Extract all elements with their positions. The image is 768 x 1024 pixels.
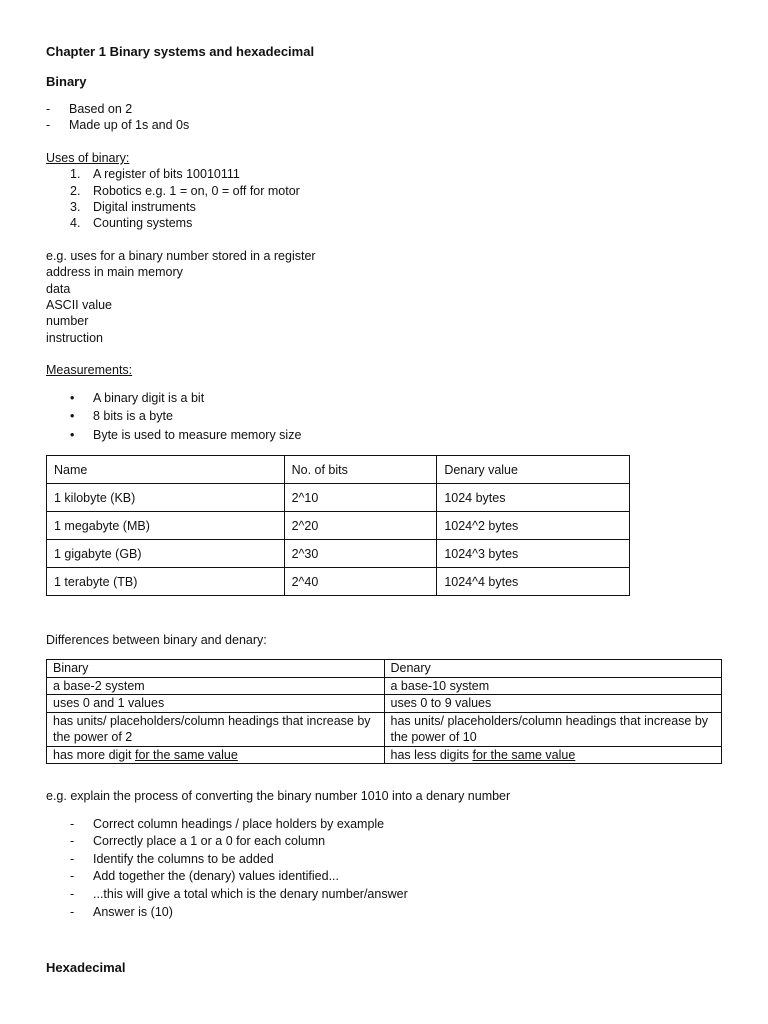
register-use: number: [46, 314, 89, 328]
dash-marker: -: [70, 834, 75, 848]
list-number: 4.: [70, 216, 81, 230]
table-header-cell: Name: [47, 456, 285, 484]
uses-item-text: Digital instruments: [93, 200, 196, 214]
table-cell: 1 megabyte (MB): [47, 512, 285, 540]
conversion-intro: e.g. explain the process of converting the binary number 1010 into a denary number: [46, 789, 511, 803]
conversion-step-text: ...this will give a total which is the denary number/answer: [93, 887, 408, 901]
conversion-step-text: Identify the columns to be added: [93, 852, 274, 866]
table-cell: has units/ placeholders/column headings that increase by the power of 10: [384, 712, 722, 746]
table-cell: uses 0 to 9 values: [384, 695, 722, 713]
measurement-point-text: 8 bits is a byte: [93, 409, 173, 423]
hexadecimal-heading: Hexadecimal: [46, 960, 126, 975]
bullet-marker: •: [70, 409, 75, 423]
table-row: [47, 568, 630, 596]
table-row: [47, 746, 722, 764]
underlined-text: for the same value: [134, 747, 238, 762]
table-cell: 1024^4 bytes: [437, 568, 630, 596]
table-cell: 2^10: [284, 484, 437, 512]
table-row: [47, 484, 630, 512]
table-row: [47, 512, 630, 540]
measurements-heading: Measurements:: [46, 363, 133, 377]
dash-marker: -: [70, 817, 75, 831]
register-intro: e.g. uses for a binary number stored in a register: [46, 249, 316, 263]
conversion-step-text: Answer is (10): [93, 905, 173, 919]
table-cell: 1 terabyte (TB): [47, 568, 285, 596]
conversion-step-text: Correctly place a 1 or a 0 for each column: [93, 834, 326, 848]
bullet-marker: •: [70, 428, 75, 442]
table-cell: 1024^2 bytes: [437, 512, 630, 540]
conversion-step-text: Correct column headings / place holders by example: [93, 817, 385, 831]
uses-item-text: Counting systems: [93, 216, 193, 230]
list-number: 1.: [70, 167, 81, 181]
list-number: 3.: [70, 200, 81, 214]
register-use: instruction: [46, 331, 103, 345]
register-use: data: [46, 282, 71, 296]
table-cell: 2^30: [284, 540, 437, 568]
table-cell: 1 kilobyte (KB): [47, 484, 285, 512]
table-header-row: [47, 660, 722, 678]
cell-text: has less digits: [390, 747, 473, 762]
cell-text: has more digit: [53, 747, 135, 762]
table-row: [47, 540, 630, 568]
register-use: ASCII value: [46, 298, 113, 312]
measurement-table: [46, 455, 630, 596]
table-header-cell: No. of bits: [284, 456, 437, 484]
dash-marker: -: [70, 905, 75, 919]
dash-marker: -: [70, 887, 75, 901]
table-cell: [47, 746, 385, 764]
table-cell: 1024^3 bytes: [437, 540, 630, 568]
table-header-cell: Denary value: [437, 456, 630, 484]
dash-marker: -: [70, 852, 75, 866]
conversion-step-text: Add together the (denary) values identified...: [93, 869, 339, 883]
table-row: [47, 695, 722, 713]
binary-point-text: Made up of 1s and 0s: [69, 118, 190, 132]
table-cell: [384, 746, 722, 764]
bullet-marker: •: [70, 391, 75, 405]
differences-heading: Differences between binary and denary:: [46, 633, 267, 647]
dash-marker: -: [46, 102, 51, 116]
list-number: 2.: [70, 184, 81, 198]
table-cell: a base-2 system: [47, 677, 385, 695]
differences-table: [46, 659, 722, 764]
table-row: [47, 712, 722, 746]
register-use: address in main memory: [46, 265, 183, 279]
table-cell: 1 gigabyte (GB): [47, 540, 285, 568]
underlined-text: for the same value: [472, 747, 576, 762]
binary-heading: Binary: [46, 74, 87, 89]
uses-heading: Uses of binary:: [46, 151, 130, 165]
binary-point-text: Based on 2: [69, 102, 133, 116]
measurement-point-text: A binary digit is a bit: [93, 391, 205, 405]
table-header-cell: Denary: [384, 660, 722, 678]
table-cell: uses 0 and 1 values: [47, 695, 385, 713]
table-row: [47, 677, 722, 695]
table-cell: 2^40: [284, 568, 437, 596]
table-cell: a base-10 system: [384, 677, 722, 695]
chapter-heading: Chapter 1 Binary systems and hexadecimal: [46, 44, 315, 59]
uses-item-text: A register of bits 10010111: [93, 167, 240, 181]
table-cell: 1024 bytes: [437, 484, 630, 512]
table-header-cell: Binary: [47, 660, 385, 678]
table-header-row: [47, 456, 630, 484]
measurement-point-text: Byte is used to measure memory size: [93, 428, 302, 442]
table-cell: 2^20: [284, 512, 437, 540]
dash-marker: -: [70, 869, 75, 883]
dash-marker: -: [46, 118, 51, 132]
table-cell: has units/ placeholders/column headings that increase by the power of 2: [47, 712, 385, 746]
uses-item-text: Robotics e.g. 1 = on, 0 = off for motor: [93, 184, 300, 198]
